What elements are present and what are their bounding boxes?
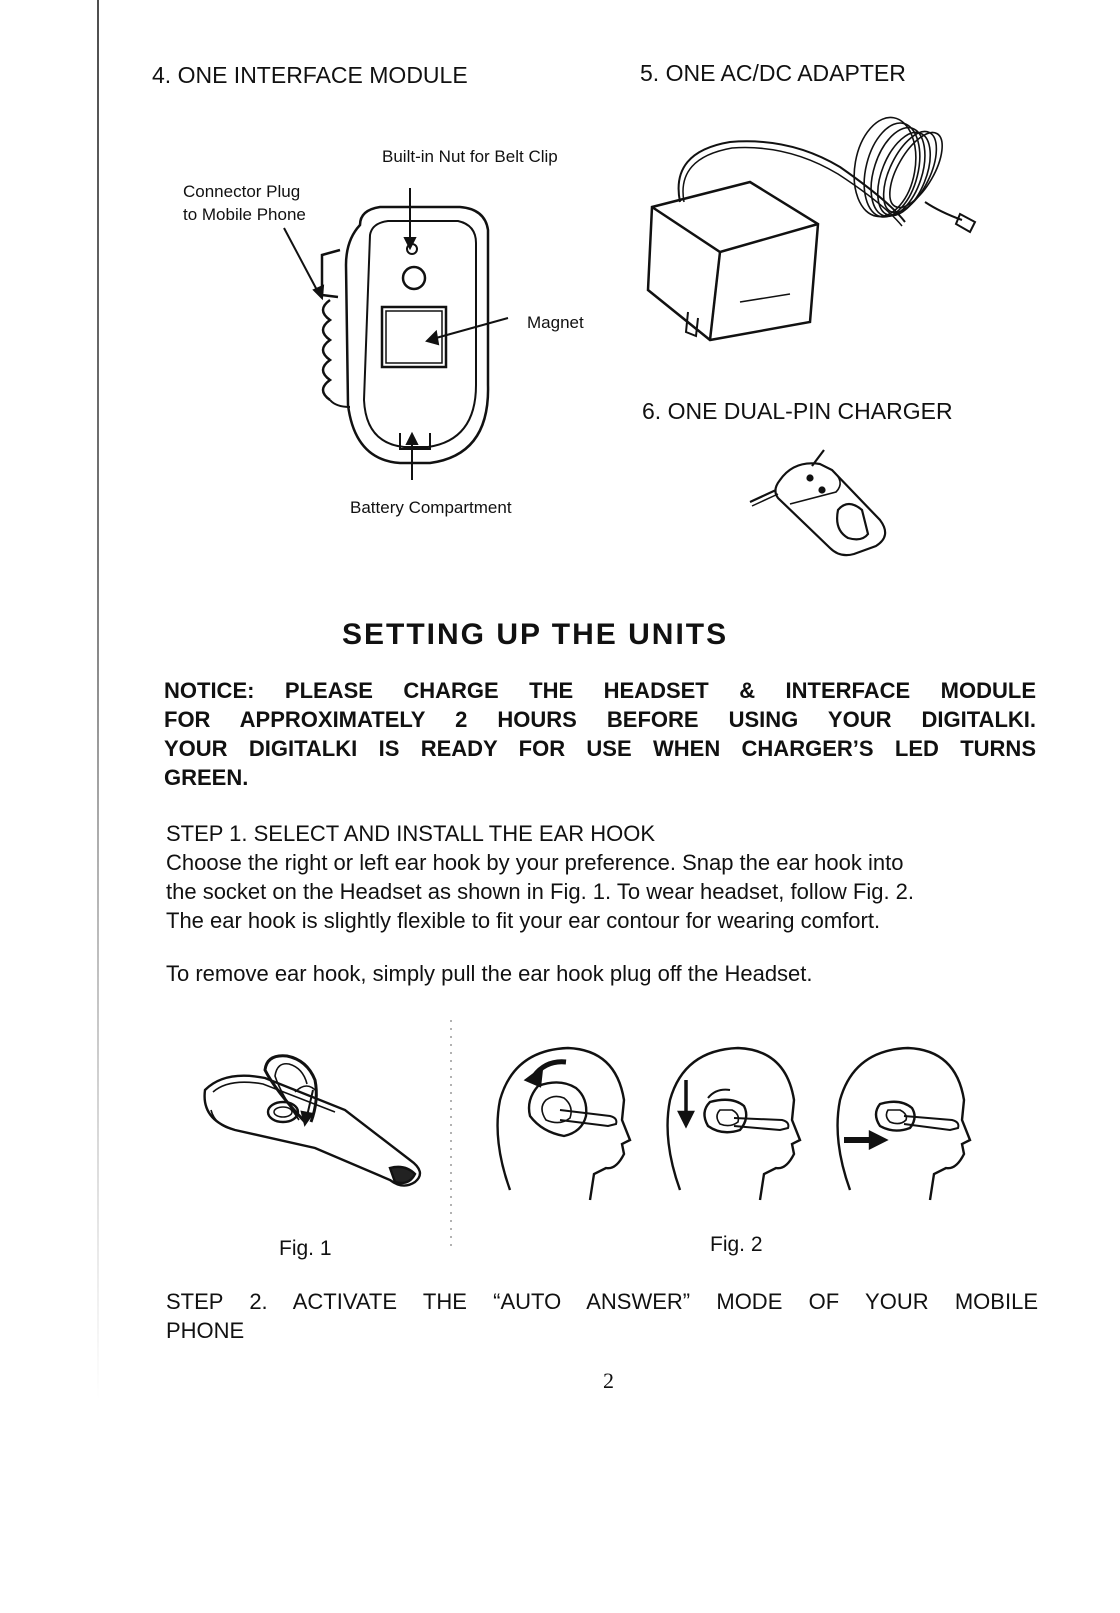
label-connector-plug-line2: to Mobile Phone (183, 205, 306, 224)
notice-line-3: YOUR DIGITALKI IS READY FOR USE WHEN CHARGER’S LED TURNS (164, 736, 1036, 761)
acdc-adapter-illustration (640, 112, 1000, 352)
label-magnet: Magnet (527, 313, 584, 332)
section-title: SETTING UP THE UNITS (342, 618, 729, 651)
step-2-line-2: PHONE (166, 1318, 245, 1343)
notice-block (164, 676, 1036, 792)
fig-2-head-3-illustration (830, 1040, 980, 1210)
step-2-block (166, 1287, 1038, 1345)
item-5-heading: 5. ONE AC/DC ADAPTER (640, 60, 906, 86)
page-number: 2 (603, 1368, 614, 1393)
item-4-heading: 4. ONE INTERFACE MODULE (152, 62, 468, 88)
label-connector-plug-line1: Connector Plug (183, 182, 301, 201)
fig-2-caption: Fig. 2 (710, 1233, 763, 1256)
fig-1-headset-illustration (195, 1050, 435, 1210)
notice-line-1: NOTICE: PLEASE CHARGE THE HEADSET & INTERFACE MODULE (164, 678, 1036, 703)
step-1-line-1: Choose the right or left ear hook by your preference. Snap the ear hook into (166, 850, 904, 875)
fig-2-head-1-illustration (490, 1040, 640, 1210)
fig-2-head-2-illustration (660, 1040, 810, 1210)
step-2-line-1: STEP 2. ACTIVATE THE “AUTO ANSWER” MODE OF YOUR MOBILE (166, 1289, 1038, 1314)
fig-1-caption: Fig. 1 (279, 1237, 332, 1260)
step-1-line-3: The ear hook is slightly flexible to fit your ear contour for wearing comfort. (166, 908, 881, 933)
dual-pin-charger-illustration (750, 450, 900, 570)
figure-divider-dotted (448, 1020, 454, 1250)
step-1-remove-text: To remove ear hook, simply pull the ear hook plug off the Headset. (166, 961, 813, 986)
label-battery-compartment: Battery Compartment (350, 498, 512, 517)
step-1-title: STEP 1. SELECT AND INSTALL THE EAR HOOK (166, 821, 656, 846)
scan-edge-line (97, 0, 99, 1400)
module-leader-lines (270, 180, 530, 490)
item-6-heading: 6. ONE DUAL-PIN CHARGER (642, 398, 953, 424)
label-belt-clip-nut: Built-in Nut for Belt Clip (382, 147, 558, 166)
notice-line-2: FOR APPROXIMATELY 2 HOURS BEFORE USING YOUR DIGITALKI. (164, 707, 1036, 732)
notice-line-4: GREEN. (164, 765, 249, 790)
step-1-line-2: the socket on the Headset as shown in Fig. 1. To wear headset, follow Fig. 2. (166, 879, 915, 904)
step-1-block (166, 819, 1038, 935)
